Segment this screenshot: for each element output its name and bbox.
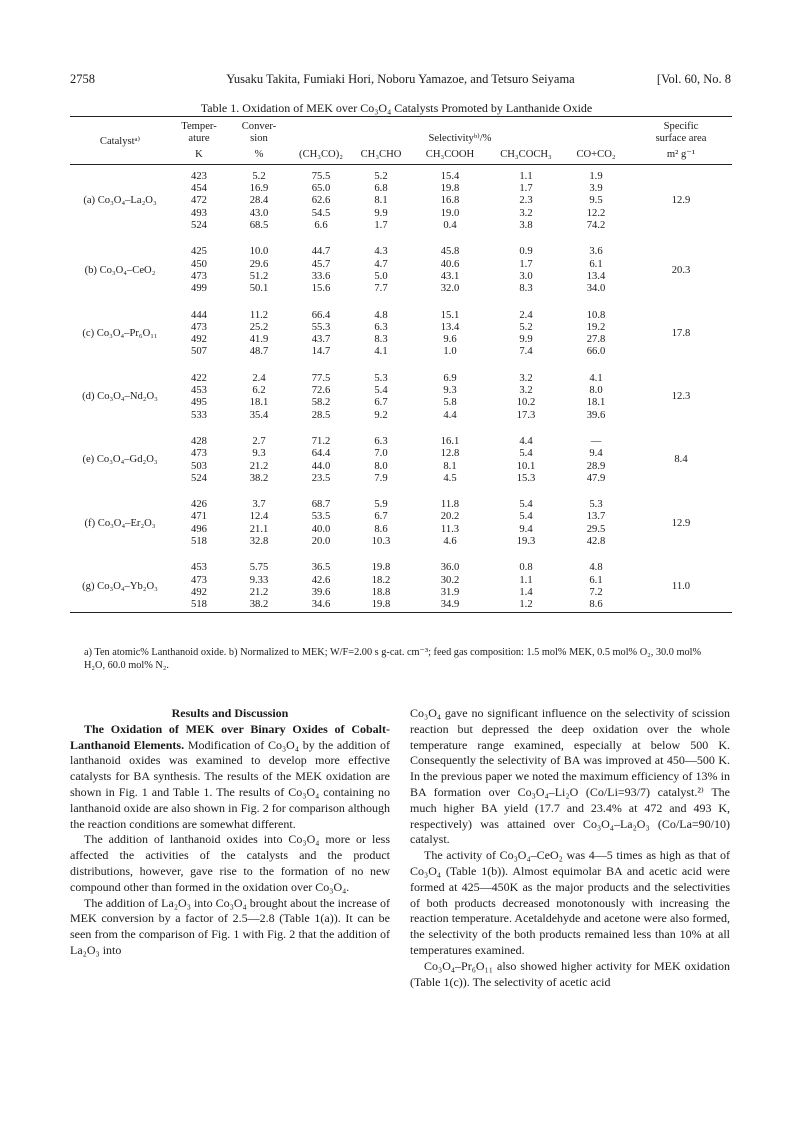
table-cell: 6.2 <box>252 385 266 397</box>
surface-area-value: 11.0 <box>671 580 691 592</box>
table-cell: 1.4 <box>519 586 533 598</box>
table-cell: 0.4 <box>443 220 457 232</box>
table-cell: 11.8 <box>440 499 460 511</box>
table-cell: 39.6 <box>311 586 331 598</box>
table-cell: 5.4 <box>519 448 533 460</box>
table-cell: 29.5 <box>586 523 606 535</box>
table-cell: 499 <box>191 283 207 295</box>
running-header <box>70 72 731 88</box>
paragraph-text: Modification of Co₃O₄ by the addition of lanthanoid oxides was examined to develop more effective catalysts for BA synthesis. The results of the MEK oxidation are shown in Fig. 1 and Table 1. The results of Co₃O₄ containing no lanthanoid oxide are also shown in Fig. 2 for comparison although the reaction conditions are somewhat different. <box>70 737 391 831</box>
table-cell: 7.2 <box>589 586 603 598</box>
table-cell: 8.6 <box>374 523 388 535</box>
table-cell: 36.5 <box>311 562 331 574</box>
table-cell: 6.9 <box>443 372 457 384</box>
table-cell: 6.6 <box>314 220 328 232</box>
table-cell: 4.3 <box>374 246 388 258</box>
table-cell: 3.2 <box>519 372 533 384</box>
surface-area-value: 12.9 <box>671 517 691 529</box>
table-cell: 31.9 <box>440 586 460 598</box>
table-row <box>70 373 732 385</box>
table-cell: 10.8 <box>586 309 606 321</box>
surface-area-value: 12.9 <box>671 195 691 207</box>
surface-area-value: 17.8 <box>671 328 691 339</box>
table-cell: 492 <box>191 334 207 346</box>
header-surface-area: Specific surface area <box>655 121 707 145</box>
table-cell: 3.6 <box>589 246 603 258</box>
table-cell: 19.8 <box>371 562 391 574</box>
table-cell: 444 <box>191 309 207 321</box>
table-cell: 6.3 <box>374 321 388 333</box>
sel-col-3: CH₃COOH <box>425 148 475 160</box>
table-cell: 74.2 <box>586 220 606 232</box>
table-cell: 50.1 <box>249 283 269 295</box>
table-cell: 1.7 <box>519 258 533 270</box>
table-cell: 15.3 <box>516 472 536 484</box>
table-cell: 524 <box>191 220 207 232</box>
table-cell: 4.1 <box>589 372 603 384</box>
table-cell: 5.2 <box>252 170 266 182</box>
table-row <box>70 562 732 574</box>
table-cell: 3.0 <box>519 270 533 282</box>
table-cell: 1.7 <box>519 183 533 195</box>
table-cell: 453 <box>191 385 207 397</box>
table-cell: 6.3 <box>374 435 388 447</box>
table-cell: 5.75 <box>249 562 269 574</box>
catalyst-label: (c) Co₃O₄–Pr₆O₁₁ <box>82 328 158 339</box>
table-cell: 9.2 <box>374 409 388 421</box>
table-cell: 45.8 <box>440 246 460 258</box>
table-cell: 77.5 <box>311 372 331 384</box>
table-cell: 20.2 <box>440 511 460 523</box>
table-cell: 7.4 <box>519 346 533 358</box>
table-cell: 34.0 <box>586 283 606 295</box>
table-cell: 496 <box>191 523 207 535</box>
page-number: 2758 <box>70 72 95 86</box>
table-cell: 7.7 <box>374 283 388 295</box>
table-cell: 3.7 <box>252 499 266 511</box>
table-cell: 32.0 <box>440 283 460 295</box>
catalyst-label: (b) Co₃O₄–CeO₂ <box>84 264 156 276</box>
table-cell: 51.2 <box>249 270 269 282</box>
table-cell: 58.2 <box>311 397 331 409</box>
table-cell: 492 <box>191 586 207 598</box>
header-conversion: Conver- sion <box>241 121 277 145</box>
table-cell: 75.5 <box>311 170 331 182</box>
table-cell: 6.1 <box>589 574 603 586</box>
table-cell: 20.0 <box>311 536 331 548</box>
table-cell: 507 <box>191 346 207 358</box>
left-column <box>70 706 390 959</box>
paragraph: The addition of La₂O₃ into Co₃O₄ brought about the increase of MEK conversion by a factor of 2.5—2.8 (Table 1(a)). It can be seen from the comparison of Fig. 1 with Fig. 2 that the addition of La₂O₃ into <box>70 895 390 957</box>
table-cell: 2.4 <box>519 309 533 321</box>
table-cell: 15.4 <box>440 170 460 182</box>
table-cell: 9.5 <box>589 195 603 207</box>
sel-col-5: CO+CO₂ <box>576 148 616 160</box>
table-cell: 0.9 <box>519 246 533 258</box>
sel-col-2: CH₃CHO <box>360 148 402 160</box>
table-cell: 21.2 <box>249 586 269 598</box>
table-cell: 3.8 <box>519 220 533 232</box>
table-cell: 13.7 <box>586 511 606 523</box>
table-cell: 10.1 <box>516 460 536 472</box>
table-row <box>70 310 732 322</box>
table-cell: 5.2 <box>519 321 533 333</box>
table-cell: 19.8 <box>440 183 460 195</box>
table-cell: 19.8 <box>371 599 391 611</box>
table-cell: 64.4 <box>311 448 331 460</box>
table-cell: 48.7 <box>249 346 269 358</box>
table-cell: 10.0 <box>249 246 269 258</box>
table-cell: 10.3 <box>371 536 391 548</box>
volume-info: [Vol. 60, No. 8 <box>656 72 731 86</box>
table-cell: 15.6 <box>311 283 331 295</box>
table-row <box>70 171 732 183</box>
table-cell: 32.8 <box>249 536 269 548</box>
catalyst-label: (e) Co₃O₄–Gd₂O₃ <box>82 454 158 466</box>
table-cell: 2.7 <box>252 435 266 447</box>
table-cell: 473 <box>191 321 207 333</box>
table-cell: 4.5 <box>443 472 457 484</box>
table-cell: 62.6 <box>311 195 331 207</box>
table-cell: 66.4 <box>311 309 331 321</box>
table-cell: 1.2 <box>519 599 533 611</box>
table-cell: 12.2 <box>586 207 606 219</box>
table-cell: 6.8 <box>374 183 388 195</box>
paragraph: Co₃O₄ gave no significant influence on the selectivity of scission reaction but depressed the deep oxidation over the whole temperature range examined, especially at below 500 K. Consequently the selectivity of BA was improved at 450—500 K. In the previous paper we noted the maximum efficiency of 13% in BA formation over Co₃O₄–Li₂O (Co/Li=93/7) catalyst.²⁾ The much higher BA yield (17.7 and 23.4% at 472 and 493 K, respectively) was attained over Co₃O₄–La₂O₃ (Co/La=90/10) catalyst. <box>410 706 730 847</box>
table-cell: 4.4 <box>443 409 457 421</box>
table-cell: 19.2 <box>586 321 606 333</box>
table-cell: 27.8 <box>586 334 606 346</box>
table-cell: 2.4 <box>252 372 266 384</box>
table-cell: 66.0 <box>586 346 606 358</box>
table-cell: 1.1 <box>519 170 533 182</box>
table-cell: 13.4 <box>440 321 460 333</box>
table-cell: 14.7 <box>311 346 331 358</box>
table-cell: 65.0 <box>311 183 331 195</box>
table-cell: 533 <box>191 409 207 421</box>
table-cell: 41.9 <box>249 334 269 346</box>
surface-area-value: 12.3 <box>671 391 691 403</box>
table-cell: 9.4 <box>519 523 533 535</box>
table-cell: 6.7 <box>374 397 388 409</box>
table-cell: 15.1 <box>440 309 460 321</box>
table-cell: 495 <box>191 397 207 409</box>
table-cell: 34.6 <box>311 599 331 611</box>
table-cell: 55.3 <box>311 321 331 333</box>
table-cell: 11.2 <box>249 309 269 321</box>
table-cell: 44.7 <box>311 246 331 258</box>
table-cell: 54.5 <box>311 207 331 219</box>
table-cell: 6.1 <box>589 258 603 270</box>
table-cell: 472 <box>191 195 207 207</box>
catalyst-label: (d) Co₃O₄–Nd₂O₃ <box>82 391 158 403</box>
table-cell: 9.6 <box>443 334 457 346</box>
table-cell: 7.0 <box>374 448 388 460</box>
surface-area-value: 20.3 <box>671 264 691 276</box>
table-cell: 9.33 <box>249 574 269 586</box>
table-cell: 524 <box>191 472 207 484</box>
sel-col-1: (CH₃CO)₂ <box>299 148 343 160</box>
unit-surface-area: m² g⁻¹ <box>666 148 696 160</box>
table-cell: 5.8 <box>443 397 457 409</box>
table-cell: 8.6 <box>589 599 603 611</box>
table-cell: 18.1 <box>586 397 606 409</box>
table-cell: 8.3 <box>374 334 388 346</box>
table-cell: 39.6 <box>586 409 606 421</box>
table-cell: 16.1 <box>440 435 460 447</box>
table-cell: 3.2 <box>519 207 533 219</box>
table-cell: 35.4 <box>249 409 269 421</box>
paragraph <box>70 722 390 833</box>
table-cell: 471 <box>191 511 207 523</box>
table-cell: 453 <box>191 562 207 574</box>
table-cell: 5.4 <box>519 511 533 523</box>
table-cell: 10.2 <box>516 397 536 409</box>
table-cell: 34.9 <box>440 599 460 611</box>
table-cell: 422 <box>191 372 207 384</box>
table-cell: 9.9 <box>374 207 388 219</box>
table-cell: 473 <box>191 448 207 460</box>
table-cell: 0.8 <box>519 562 533 574</box>
table-cell: 518 <box>191 536 207 548</box>
table-cell: 493 <box>191 207 207 219</box>
table-cell: 18.8 <box>371 586 391 598</box>
table-cell: 5.3 <box>589 499 603 511</box>
table-cell: 518 <box>191 599 207 611</box>
table-cell: 19.0 <box>440 207 460 219</box>
table-cell: 36.0 <box>440 562 460 574</box>
table-cell: 9.3 <box>252 448 266 460</box>
section-title: Results and Discussion <box>171 706 289 720</box>
sel-col-4: CH₃COCH₃ <box>500 148 552 160</box>
table-cell: 503 <box>191 460 207 472</box>
table-cell: 12.8 <box>440 448 460 460</box>
table-cell: 21.1 <box>249 523 269 535</box>
table-cell: 30.2 <box>440 574 460 586</box>
table-cell: 428 <box>191 435 207 447</box>
table-cell: 4.8 <box>589 562 603 574</box>
running-authors: Yusaku Takita, Fumiaki Hori, Noboru Yamazoe, and Tetsuro Seiyama <box>226 72 575 86</box>
table-cell: 44.0 <box>311 460 331 472</box>
table-cell: 5.4 <box>519 499 533 511</box>
table-row <box>70 499 732 511</box>
table-cell: 43.0 <box>249 207 269 219</box>
table-cell: 9.9 <box>519 334 533 346</box>
table-cell: 4.4 <box>519 435 533 447</box>
table-cell: 18.1 <box>249 397 269 409</box>
table-cell: 18.2 <box>371 574 391 586</box>
unit-temperature: K <box>195 148 203 160</box>
right-column <box>410 706 730 990</box>
table-footnote: a) Ten atomic% Lanthanoid oxide. b) Normalized to MEK; W/F=2.00 s g-cat. cm⁻³; feed gas composition: 1.5 mol% MEK, 0.5 mol% O₂, 30.0 mol% H₂O, 60.0 mol% N₂. <box>84 647 702 671</box>
table-cell: 38.2 <box>249 472 269 484</box>
paragraph: The activity of Co₃O₄–CeO₂ was 4—5 times as high as that of Co₃O₄ (Table 1(b)). Almost equimolar BA and acetic acid were formed at 425—450K as the major products and the selectivities of both products decreased monotonously with increasing the reaction temperature. Acetaldehyde and acetone were also formed, the selectivity of the both products remained less than 10% at all temperatures examined. <box>410 848 730 957</box>
paragraph: Co₃O₄–Pr₆O₁₁ also showed higher activity for MEK oxidation (Table 1(c)). The selectivity of acetic acid <box>410 958 730 989</box>
table-cell: 5.0 <box>374 270 388 282</box>
catalyst-label: (a) Co₃O₄–La₂O₃ <box>83 195 157 207</box>
table-cell: 4.1 <box>374 346 388 358</box>
table-cell: 17.3 <box>516 409 536 421</box>
header-temperature: Temper- ature <box>181 121 217 145</box>
table-cell: 3.2 <box>519 385 533 397</box>
table-cell: 4.7 <box>374 258 388 270</box>
table-cell: 426 <box>191 499 207 511</box>
table-cell: — <box>590 435 602 447</box>
table-cell: 8.1 <box>443 460 457 472</box>
table-cell: 23.5 <box>311 472 331 484</box>
table-cell: 8.0 <box>589 385 603 397</box>
table-cell: 4.6 <box>443 536 457 548</box>
table-cell: 7.9 <box>374 472 388 484</box>
unit-conversion: % <box>254 148 264 160</box>
table-cell: 423 <box>191 170 207 182</box>
table-cell: 5.3 <box>374 372 388 384</box>
table-cell: 473 <box>191 574 207 586</box>
table-cell: 450 <box>191 258 207 270</box>
table-cell: 71.2 <box>311 435 331 447</box>
table-cell: 9.3 <box>443 385 457 397</box>
table-cell: 16.8 <box>440 195 460 207</box>
table-caption: Table 1. Oxidation of MEK over Co₃O₄ Catalysts Promoted by Lanthanide Oxide <box>200 101 593 115</box>
catalyst-label: (g) Co₃O₄–Yb₂O₃ <box>82 580 158 592</box>
surface-area-value: 8.4 <box>674 454 688 466</box>
table-cell: 1.7 <box>374 220 388 232</box>
table-cell: 43.1 <box>440 270 460 282</box>
table-cell: 53.5 <box>311 511 331 523</box>
table-cell: 68.7 <box>311 499 331 511</box>
catalyst-label: (f) Co₃O₄–Er₂O₃ <box>84 517 156 529</box>
table-cell: 47.9 <box>586 472 606 484</box>
table-cell: 5.4 <box>374 385 388 397</box>
table-cell: 8.0 <box>374 460 388 472</box>
table-cell: 21.2 <box>249 460 269 472</box>
table-cell: 1.9 <box>589 170 603 182</box>
table-cell: 3.9 <box>589 183 603 195</box>
table-cell: 40.0 <box>311 523 331 535</box>
table-cell: 38.2 <box>249 599 269 611</box>
table-cell: 425 <box>191 246 207 258</box>
header-catalyst: Catalystᵃ⁾ <box>99 136 141 148</box>
table-cell: 72.6 <box>311 385 331 397</box>
table-cell: 8.1 <box>374 195 388 207</box>
table-cell: 5.2 <box>374 170 388 182</box>
table-cell: 11.3 <box>440 523 460 535</box>
table-cell: 28.4 <box>249 195 269 207</box>
table-cell: 1.1 <box>519 574 533 586</box>
table-cell: 12.4 <box>249 511 269 523</box>
subheading: The Oxidation of MEK over Binary Oxides of Cobalt- Lanthanoid Elements. <box>70 721 390 752</box>
table-cell: 1.0 <box>443 346 457 358</box>
table-cell: 28.5 <box>311 409 331 421</box>
table-cell: 4.8 <box>374 309 388 321</box>
table-cell: 13.4 <box>586 270 606 282</box>
table-cell: 43.7 <box>311 334 331 346</box>
table-cell: 8.3 <box>519 283 533 295</box>
paragraph: The addition of lanthanoid oxides into Co₃O₄ more or less affected the activities of the catalysts and the product distributions, however, gave rise to the formation of no new compound other than formed in the oxidation over Co₃O₄. <box>70 832 390 894</box>
table-row <box>70 246 732 258</box>
header-selectivity: Selectivityᵇ⁾/% <box>428 133 492 145</box>
table-cell: 42.8 <box>586 536 606 548</box>
table-cell: 29.6 <box>249 258 269 270</box>
table-cell: 2.3 <box>519 195 533 207</box>
table-cell: 33.6 <box>311 270 331 282</box>
table-cell: 473 <box>191 270 207 282</box>
table-cell: 16.9 <box>249 183 269 195</box>
table-cell: 40.6 <box>440 258 460 270</box>
table-cell: 19.3 <box>516 536 536 548</box>
table-cell: 9.4 <box>589 448 603 460</box>
table-cell: 6.7 <box>374 511 388 523</box>
table-cell: 68.5 <box>249 220 269 232</box>
table-row <box>70 436 732 448</box>
table-cell: 25.2 <box>249 321 269 333</box>
table-cell: 45.7 <box>311 258 331 270</box>
table-cell: 28.9 <box>586 460 606 472</box>
table-cell: 454 <box>191 183 207 195</box>
table-cell: 5.9 <box>374 499 388 511</box>
table-cell: 42.6 <box>311 574 331 586</box>
data-table <box>70 116 732 617</box>
